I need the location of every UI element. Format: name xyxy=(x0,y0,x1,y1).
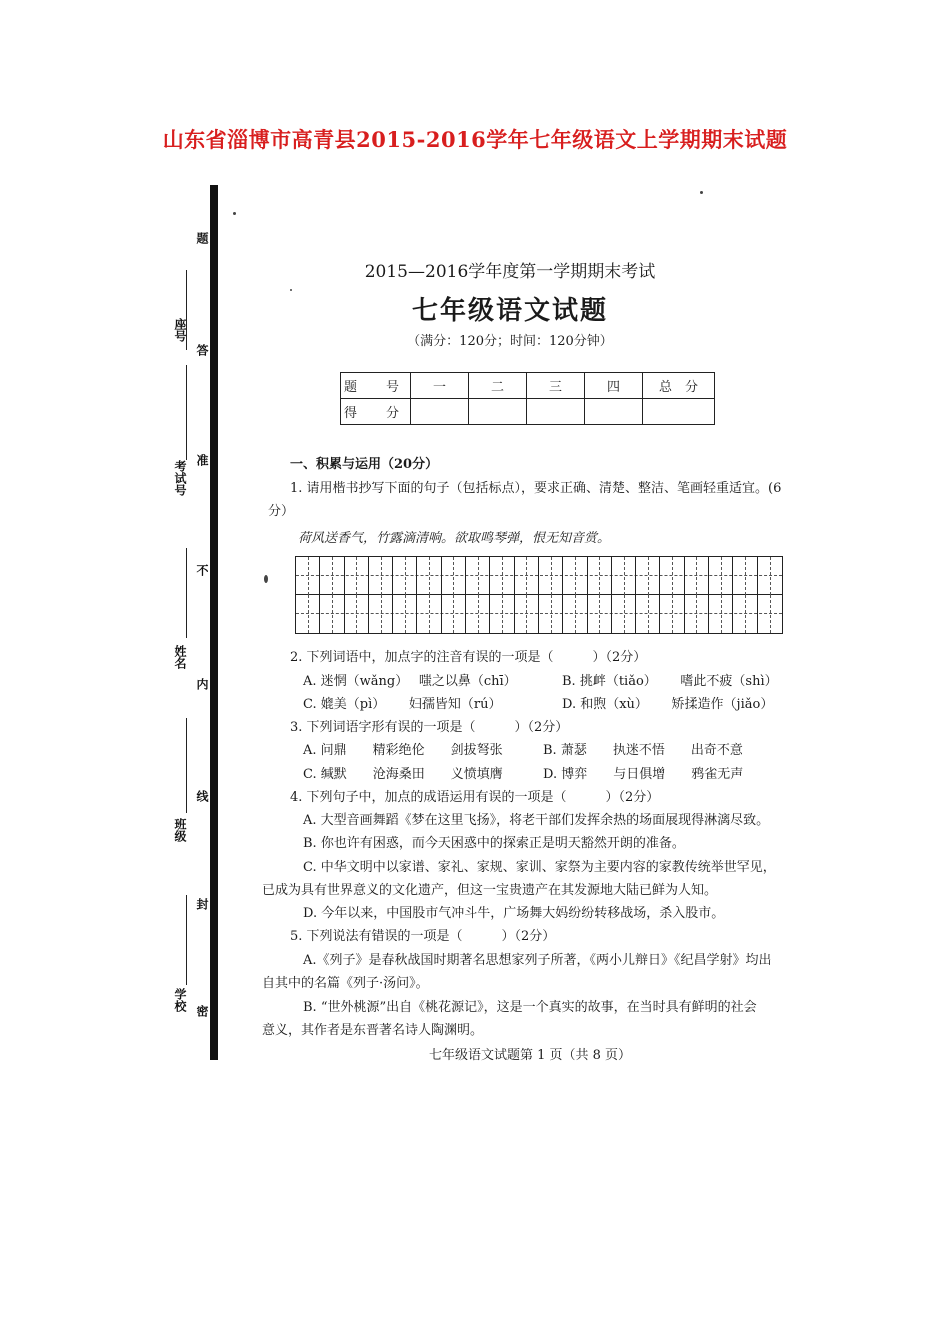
exam-subject: 七年级语文试题 xyxy=(411,296,608,326)
grid-cell[interactable] xyxy=(345,595,369,633)
grid-guide-line xyxy=(332,595,333,633)
score-table-cell: 题 号 xyxy=(341,373,411,399)
grid-guide-line xyxy=(478,595,479,633)
grid-guide-line xyxy=(648,595,649,633)
grid-guide-line xyxy=(770,557,771,595)
grid-cell[interactable] xyxy=(490,595,514,633)
score-table-cell: 二 xyxy=(469,373,527,399)
grid-cell[interactable] xyxy=(685,595,709,633)
grid-guide-line xyxy=(429,557,430,595)
grid-guide-line xyxy=(405,557,406,595)
grid-guide-line xyxy=(672,595,673,633)
grid-guide-line xyxy=(575,557,576,595)
q2-option-b: B. 挑衅（tiǎo） 嗜此不疲（shì） xyxy=(562,674,778,689)
q2-option-a: A. 迷惘（wǎng） 嗤之以鼻（chī） xyxy=(303,674,517,689)
grid-cell[interactable] xyxy=(320,595,344,633)
grid-cell[interactable] xyxy=(393,595,417,633)
grid-cell[interactable] xyxy=(320,557,344,595)
grid-guide-line xyxy=(745,557,746,595)
grid-cell[interactable] xyxy=(515,557,539,595)
grid-guide-line xyxy=(502,595,503,633)
grid-cell[interactable] xyxy=(733,595,757,633)
grid-cell[interactable] xyxy=(418,557,442,595)
grid-guide-line xyxy=(308,557,309,595)
grid-guide-line xyxy=(429,595,430,633)
score-input-cell[interactable] xyxy=(469,399,527,425)
q3-stem: 3. 下列词语字形有误的一项是（ ）（2分） xyxy=(290,720,569,735)
name-line xyxy=(186,548,187,638)
grid-cell[interactable] xyxy=(612,557,636,595)
seal-word-8: 密 xyxy=(195,1005,209,1017)
grid-guide-line xyxy=(478,557,479,595)
grid-guide-line xyxy=(551,557,552,595)
grid-guide-line xyxy=(526,557,527,595)
grid-cell[interactable] xyxy=(442,557,466,595)
grid-cell[interactable] xyxy=(369,595,393,633)
class-line xyxy=(186,718,187,813)
exam-year: 2015—2016学年度第一学期期末考试 xyxy=(364,262,656,282)
grid-guide-line xyxy=(745,595,746,633)
q4-option-c: C. 中华文明中以家谱、家礼、家规、家训、家祭为主要内容的家教传统举世罕见， xyxy=(303,860,776,875)
seal-word-3: 准 xyxy=(195,454,209,466)
q5-option-b-cont: 意义，其作者是东晋著名诗人陶渊明。 xyxy=(262,1023,484,1038)
grid-guide-line xyxy=(356,557,357,595)
grid-cell[interactable] xyxy=(563,557,587,595)
score-table-score-row xyxy=(341,399,715,425)
scan-speck xyxy=(264,575,268,583)
score-table-cell: 四 xyxy=(585,373,643,399)
seal-word-2: 答 xyxy=(195,344,209,356)
grid-cell[interactable] xyxy=(661,557,685,595)
grid-cell[interactable] xyxy=(393,557,417,595)
grid-cell[interactable] xyxy=(296,595,320,633)
q4-stem: 4. 下列句子中，加点的成语运用有误的一项是（ ）（2分） xyxy=(290,790,660,805)
q3-option-c: C. 缄默 沧海桑田 义愤填膺 xyxy=(303,767,503,782)
grid-guide-line xyxy=(526,595,527,633)
q1-text: 分） xyxy=(268,504,295,519)
grid-cell[interactable] xyxy=(466,557,490,595)
binding-bar xyxy=(210,185,218,1060)
q3-option-d: D. 博弈 与日俱增 鸦雀无声 xyxy=(543,767,744,782)
grid-guide-line xyxy=(696,557,697,595)
seal-word-6: 线 xyxy=(195,790,209,802)
grid-cell[interactable] xyxy=(442,595,466,633)
grid-guide-line xyxy=(405,595,406,633)
exam-number-line xyxy=(186,365,187,460)
q2-option-d: D. 和煦（xù） 矫揉造作（jiǎo） xyxy=(562,697,774,712)
class-label: 班级 xyxy=(173,818,187,842)
q1-sentence: 荷风送香气，竹露滴清响。欲取鸣琴弹，恨无知音赏。 xyxy=(298,531,611,546)
q5-option-b: B. “世外桃源”出自《桃花源记》，这是一个真实的故事，在当时具有鲜明的社会 xyxy=(303,1000,757,1015)
grid-cell[interactable] xyxy=(758,595,782,633)
seal-word-7: 封 xyxy=(195,898,209,910)
scan-speck xyxy=(700,191,703,194)
grid-guide-line xyxy=(599,557,600,595)
grid-cell[interactable] xyxy=(418,595,442,633)
score-input-cell[interactable] xyxy=(527,399,585,425)
exam-number-label: 考试号 xyxy=(173,460,187,496)
grid-guide-line xyxy=(332,557,333,595)
q4-option-d: D. 今年以来，中国股市气冲斗牛，广场舞大妈纷纷转移战场，杀入股市。 xyxy=(303,906,725,921)
score-table-cell: 一 xyxy=(411,373,469,399)
grid-cell[interactable] xyxy=(612,595,636,633)
grid-guide-line xyxy=(721,557,722,595)
grid-guide-line xyxy=(624,557,625,595)
grid-cell[interactable] xyxy=(661,595,685,633)
grid-cell[interactable] xyxy=(758,557,782,595)
grid-cell[interactable] xyxy=(636,595,660,633)
score-table-cell: 总 分 xyxy=(643,373,715,399)
q4-option-c-cont: 已成为具有世界意义的文化遗产，但这一宝贵遗产在其发源地大陆已鲜为人知。 xyxy=(262,883,718,898)
score-input-cell[interactable] xyxy=(643,399,715,425)
seal-word-5: 内 xyxy=(195,678,209,690)
grid-row xyxy=(296,595,782,633)
grid-guide-line xyxy=(770,595,771,633)
grid-guide-line xyxy=(599,595,600,633)
q2-stem: 2. 下列词语中，加点字的注音有误的一项是（ ）（2分） xyxy=(290,650,647,665)
q5-option-a-cont: 自其中的名篇《列子·汤问》。 xyxy=(262,976,429,991)
grid-cell[interactable] xyxy=(709,595,733,633)
q3-option-a: A. 问鼎 精彩绝伦 剑拔弩张 xyxy=(303,743,503,758)
score-input-cell[interactable] xyxy=(411,399,469,425)
seat-label: 座号 xyxy=(173,318,187,342)
grid-cell[interactable] xyxy=(345,557,369,595)
q1-text: 1. 请用楷书抄写下面的句子（包括标点），要求正确、清楚、整洁、笔画轻重适宜。(6 xyxy=(290,481,782,496)
grid-cell[interactable] xyxy=(515,595,539,633)
score-table xyxy=(340,372,715,425)
grid-guide-line xyxy=(648,557,649,595)
school-line xyxy=(186,895,187,985)
grid-guide-line xyxy=(381,595,382,633)
page-footer: 七年级语文试题第 1 页（共 8 页） xyxy=(428,1048,632,1063)
grid-cell[interactable] xyxy=(563,595,587,633)
score-table-cell: 三 xyxy=(527,373,585,399)
q2-option-c: C. 媲美（pì） 妇孺皆知（rú） xyxy=(303,697,502,712)
grid-guide-line xyxy=(696,595,697,633)
grid-guide-line xyxy=(672,557,673,595)
grid-cell[interactable] xyxy=(466,595,490,633)
grid-cell[interactable] xyxy=(588,595,612,633)
seal-word-1: 题 xyxy=(195,232,209,244)
document-title: 山东省淄博市高青县2015-2016学年七年级语文上学期期末试题 xyxy=(162,127,788,152)
copy-writing-grid[interactable] xyxy=(295,556,783,634)
section-heading: 一、积累与运用（20分） xyxy=(290,457,439,472)
grid-cell[interactable] xyxy=(539,557,563,595)
grid-guide-line xyxy=(502,557,503,595)
grid-cell[interactable] xyxy=(685,557,709,595)
q5-stem: 5. 下列说法有错误的一项是（ ）（2分） xyxy=(290,929,556,944)
grid-guide-line xyxy=(453,595,454,633)
grid-cell[interactable] xyxy=(636,557,660,595)
scan-speck xyxy=(233,212,236,215)
grid-cell[interactable] xyxy=(296,557,320,595)
score-table-cell: 得 分 xyxy=(341,399,411,425)
grid-guide-line xyxy=(453,557,454,595)
grid-cell[interactable] xyxy=(490,557,514,595)
score-table-header-row xyxy=(341,373,715,399)
grid-guide-line xyxy=(381,557,382,595)
grid-cell[interactable] xyxy=(709,557,733,595)
grid-guide-line xyxy=(624,595,625,633)
score-input-cell[interactable] xyxy=(585,399,643,425)
name-label: 姓名 xyxy=(173,645,187,669)
grid-cell[interactable] xyxy=(733,557,757,595)
q4-option-b: B. 你也许有困惑，而今天困惑中的探索正是明天豁然开朗的准备。 xyxy=(303,836,685,851)
school-label: 学校 xyxy=(173,988,187,1012)
seal-word-4: 不 xyxy=(195,564,209,576)
grid-cell[interactable] xyxy=(539,595,563,633)
grid-cell[interactable] xyxy=(588,557,612,595)
q5-option-a: A.《列子》是春秋战国时期著名思想家列子所著，《两小儿辩日》《纪昌学射》均出 xyxy=(303,953,772,968)
q3-option-b: B. 萧瑟 执迷不悟 出奇不意 xyxy=(543,743,743,758)
grid-cell[interactable] xyxy=(369,557,393,595)
exam-meta: （满分：120分；时间：120分钟） xyxy=(407,334,613,349)
grid-row xyxy=(296,557,782,595)
grid-guide-line xyxy=(575,595,576,633)
q4-option-a: A. 大型音画舞蹈《梦在这里飞扬》，将老干部们发挥余热的场面展现得淋漓尽致。 xyxy=(303,813,770,828)
grid-guide-line xyxy=(308,595,309,633)
grid-guide-line xyxy=(356,595,357,633)
grid-guide-line xyxy=(721,595,722,633)
grid-guide-line xyxy=(551,595,552,633)
